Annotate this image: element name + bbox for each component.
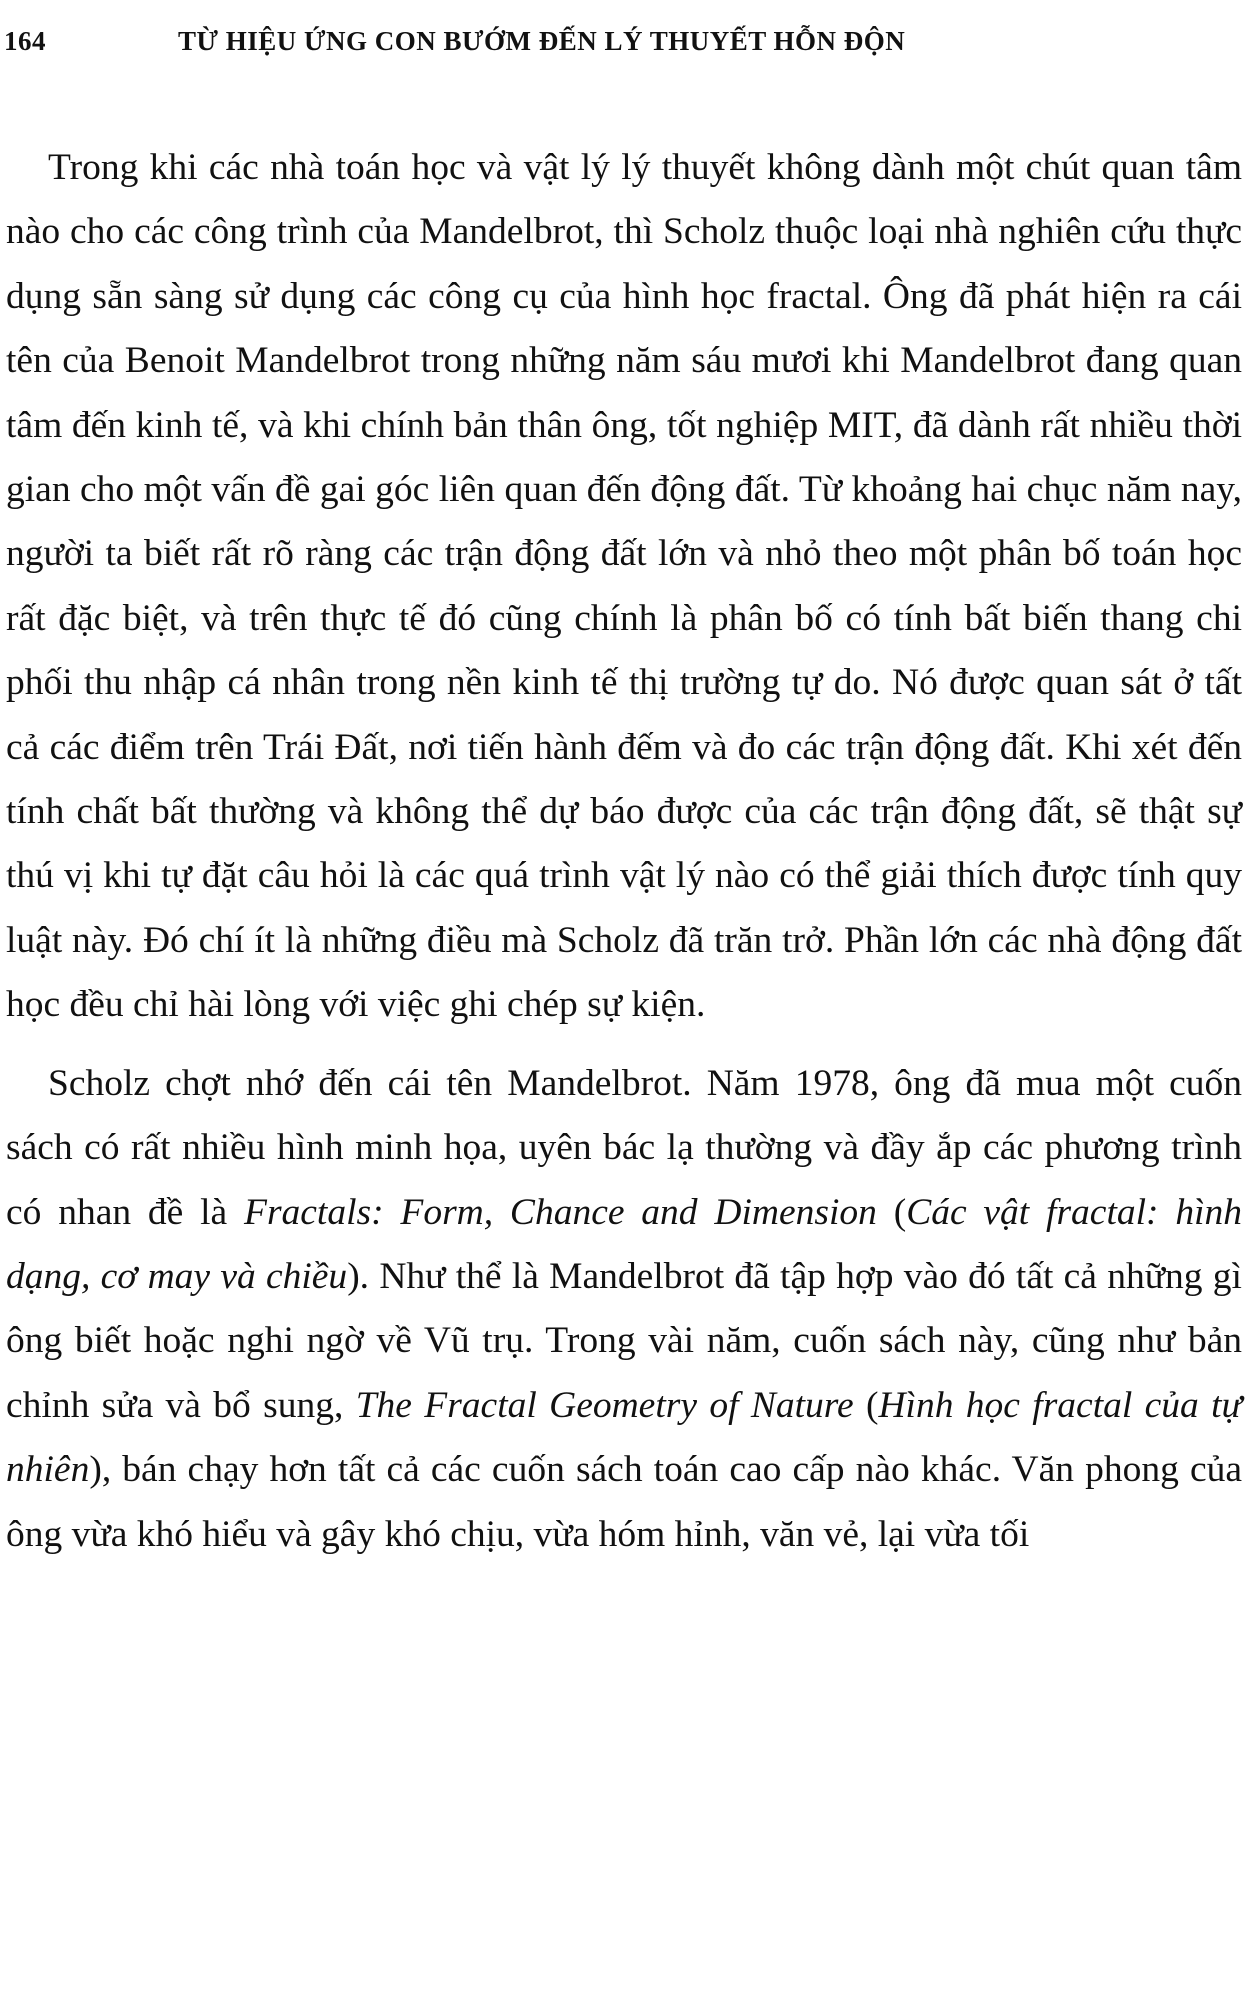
paragraph-2-text: ), bán chạy hơn tất cả các cuốn sách toán cao cấp nào khác. Văn phong của ông vừa khó hiểu và gây khó chịu, vừa hóm hỉnh, văn vẻ, lại vừa tối (6, 1449, 1242, 1555)
running-head (0, 22, 1248, 62)
page-number: 164 (4, 26, 46, 56)
book-title-fractals: Fractals: Form, Chance and Dimension (244, 1191, 877, 1233)
paragraph-2 (6, 1052, 1242, 1567)
paragraph-2-text: ( (876, 1191, 907, 1233)
running-title: TỪ HIỆU ỨNG CON BƯỚM ĐẾN LÝ THUYẾT HỖN ĐỘN (178, 26, 906, 56)
book-title-fractal-geometry-vi: Hình học fractal của tự nhiên (6, 1384, 1242, 1491)
book-title-fractal-geometry: The Fractal Geometry of Nature (355, 1384, 854, 1426)
paragraph-2-text: ). Như thể là Mandelbrot đã tập hợp vào đó tất cả những gì ông biết hoặc nghi ngờ về Vũ trụ. Trong vài năm, cuốn sách này, cũng như bản chỉnh sửa và bổ sung, (6, 1255, 1242, 1426)
paragraph-2-text: Scholz chợt nhớ đến cái tên Mandelbrot. Năm 1978, ông đã mua một cuốn sách có rất nhiều hình minh họa, uyên bác lạ thường và đầy ắp các phương trình có nhan đề là (6, 1062, 1242, 1233)
book-title-fractals-vi: Các vật fractal: hình dạng, cơ may và chiều (6, 1191, 1243, 1297)
paragraph-2-text: ( (853, 1384, 879, 1426)
body-text (6, 136, 1242, 1567)
paragraph-1: Trong khi các nhà toán học và vật lý lý thuyết không dành một chút quan tâm nào cho các công trình của Mandelbrot, thì Scholz thuộc loại nhà nghiên cứu thực dụng sẵn sàng sử dụng các công cụ của hình học fractal. Ông đã phát hiện ra cái tên của Benoit Mandelbrot trong những năm sáu mươi khi Mandelbrot đang quan tâm đến kinh tế, và khi chính bản thân ông, tốt nghiệp MIT, đã dành rất nhiều thời gian cho một vấn đề gai góc liên quan đến động đất. Từ khoảng hai chục năm nay, người ta biết rất rõ ràng các trận động đất lớn và nhỏ theo một phân bố toán học rất đặc biệt, và trên thực tế đó cũng chính là phân bố có tính bất biến thang chi phối thu nhập cá nhân trong nền kinh tế thị trường tự do. Nó được quan sát ở tất cả các điểm trên Trái Đất, nơi tiến hành đếm và đo các trận động đất. Khi xét đến tính chất bất thường và không thể dự báo được của các trận động đất, sẽ thật sự thú vị khi tự đặt câu hỏi là các quá trình vật lý nào có thể giải thích được tính quy luật này. Đó chí ít là những điều mà Scholz đã trăn trở. Phần lớn các nhà động đất học đều chỉ hài lòng với việc ghi chép sự kiện. (6, 147, 1242, 1026)
